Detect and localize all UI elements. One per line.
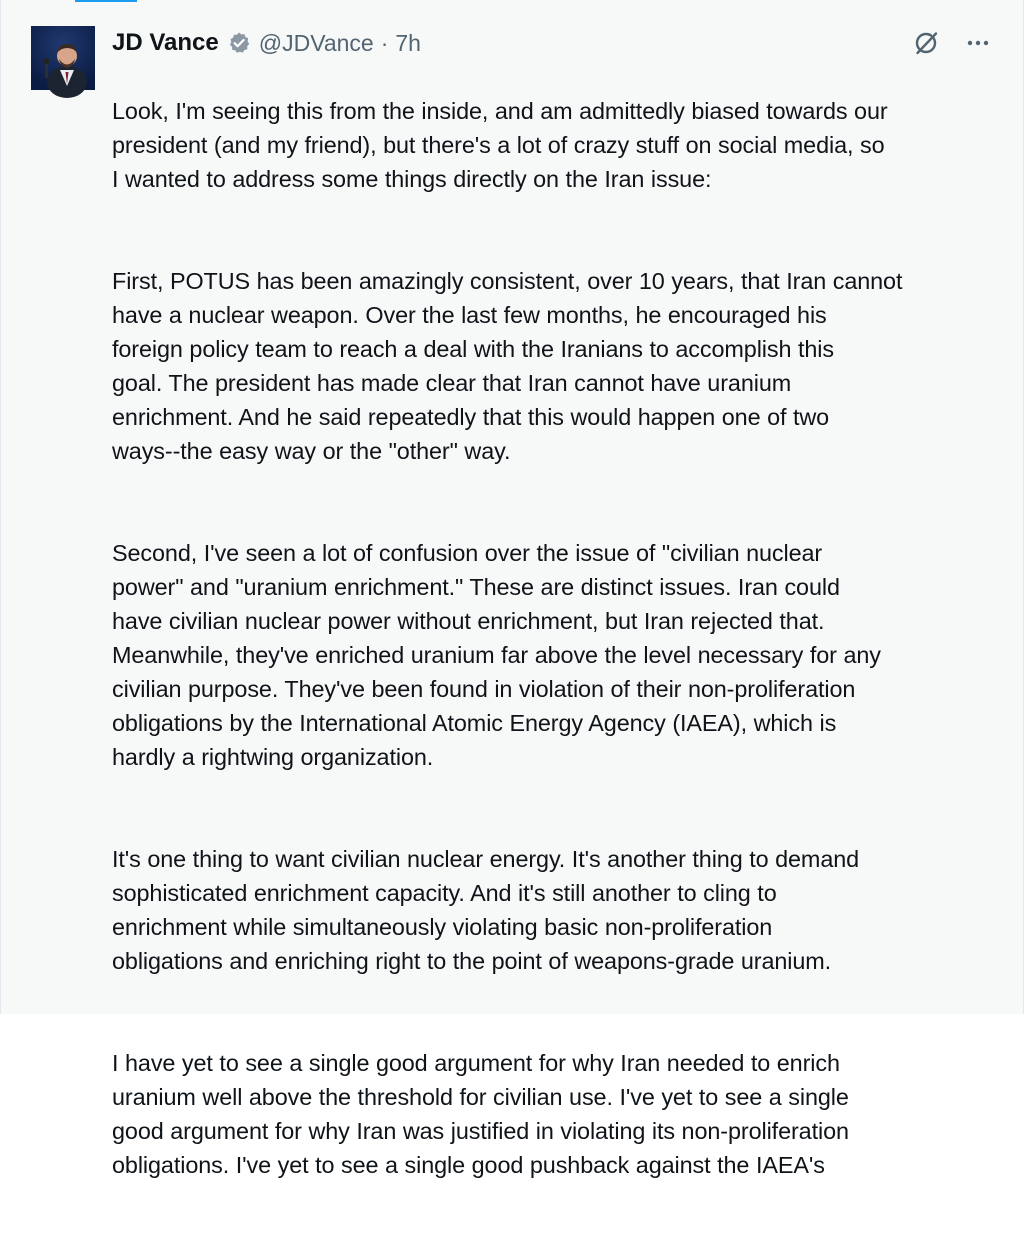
tweet-paragraph-1: Look, I'm seeing this from the inside, and am admittedly biased towards our president (and my friend), but there's a lot of crazy stuff on social media, so I wanted to address some things directly on the Iran issue: bbox=[112, 98, 888, 192]
tweet-paragraph-2: First, POTUS has been amazingly consistent, over 10 years, that Iran cannot have a nuclear weapon. Over the last few months, he encouraged his foreign policy team to reach a deal with the Iranians to accomplish this goal. The president has made clear that Iran cannot have uranium enrichment. And he said repeatedly that this would happen one of two ways--the easy way or the "other" way. bbox=[112, 268, 903, 464]
author-handle[interactable]: @JDVance bbox=[258, 30, 374, 56]
top-accent-bar bbox=[75, 0, 137, 2]
grok-icon[interactable] bbox=[911, 28, 941, 58]
tweet-timestamp[interactable]: 7h bbox=[395, 30, 421, 56]
tweet-paragraph-3: Second, I've seen a lot of confusion over the issue of "civilian nuclear power" and "uranium enrichment." These are distinct issues. Iran could have civilian nuclear power without enrichment, but Iran rejected that. Meanwhile, they've enriched uranium far above the level necessary for any civilian purpose. They've been found in violation of their non-proliferation obligations by the International Atomic Energy Agency (IAEA), which is hardly a rightwing organization. bbox=[112, 540, 881, 770]
tweet-paragraph-4: It's one thing to want civilian nuclear energy. It's another thing to demand sophisticated enrichment capacity. And it's still another to cling to enrichment while simultaneously violating basic non-proliferation obligations and enriching right to the point of weapons-grade uranium. bbox=[112, 846, 860, 974]
tweet-body bbox=[112, 60, 1002, 1250]
header-separator: · bbox=[380, 30, 389, 56]
verified-badge-icon bbox=[227, 31, 251, 55]
header-actions bbox=[911, 27, 993, 59]
avatar[interactable] bbox=[31, 26, 95, 90]
more-icon[interactable] bbox=[963, 28, 993, 58]
tweet-paragraph-5: I have yet to see a single good argument for why Iran needed to enrich uranium well above the threshold for civilian use. I've yet to see a single good argument for why Iran was justified in violating its non-proliferation obligations. I've yet to see a single good pushback against the IAEA's bbox=[112, 1050, 849, 1178]
avatar-image bbox=[31, 26, 95, 90]
tweet-header bbox=[112, 27, 993, 59]
author-name[interactable]: JD Vance bbox=[112, 29, 219, 56]
